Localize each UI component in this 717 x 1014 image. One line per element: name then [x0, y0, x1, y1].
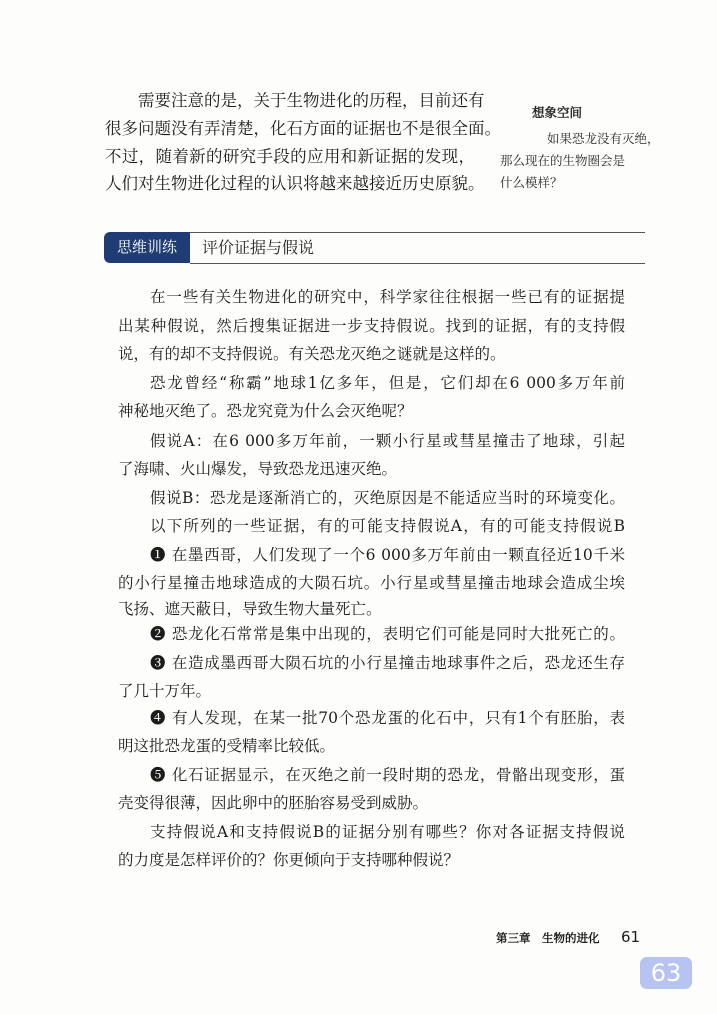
body-line: ❶ 在墨西哥，人们发现了一个6 000多万年前由一颗直径近10千米 — [150, 546, 625, 564]
body-line: 飞扬、遮天蔽日，导致生物大量死亡。 — [118, 600, 382, 618]
body-line: 在一些有关生物进化的研究中，科学家往往根据一些已有的证据提 — [150, 288, 625, 306]
header-bottom-rule — [190, 263, 645, 264]
body-line: ❷ 恐龙化石常常是集中出现的，表明它们可能是同时大批死亡的。 — [150, 625, 625, 643]
body-line: 的小行星撞击地球造成的大陨石坑。小行星或彗星撞击地球会造成尘埃 — [118, 574, 625, 592]
body-line: 假说B：恐龙是逐渐消亡的，灭绝原因是不能适应当时的环境变化。 — [150, 489, 625, 507]
page-badge: 63 — [640, 957, 692, 989]
body-line: 以下所列的一些证据，有的可能支持假说A，有的可能支持假说B — [150, 517, 625, 535]
body-line: 神秘地灭绝了。恐龙究竟为什么会灭绝呢？ — [118, 402, 413, 420]
body-line: ❸ 在造成墨西哥大陨石坑的小行星撞击地球事件之后，恐龙还生存 — [150, 654, 625, 672]
body-line: 的力度是怎样评价的？你更倾向于支持哪种假说？ — [118, 851, 460, 869]
sidebar-line: 那么现在的生物圈会是 — [500, 153, 626, 168]
body-line: 恐龙曾经“称霸”地球1亿多年，但是，它们却在6 000多万年前 — [150, 374, 625, 392]
body-line: 了海啸、火山爆发，导致恐龙迅速灭绝。 — [118, 460, 398, 478]
section-title: 评价证据与假说 — [202, 238, 315, 257]
body-line: 了几十万年。 — [118, 682, 212, 700]
sidebar-line: 什么模样？ — [500, 175, 563, 190]
body-line: 支持假说A和支持假说B的证据分别有哪些？你对各证据支持假说 — [150, 823, 625, 841]
body-line: 假说A：在6 000多万年前，一颗小行星或彗星撞击了地球，引起 — [150, 432, 625, 450]
body-line: 出某种假说，然后搜集证据进一步支持假说。找到的证据，有的支持假 — [118, 317, 625, 335]
intro-line: 很多问题没有弄清楚，化石方面的证据也不是很全面。 — [105, 119, 501, 138]
page-number: 61 — [621, 928, 641, 946]
body-line: 壳变得很薄，因此卵中的胚胎容易受到威胁。 — [118, 794, 429, 812]
body-line: 说，有的却不支持假说。有关恐龙灭绝之谜就是这样的。 — [118, 345, 506, 363]
intro-line: 不过，随着新的研究手段的应用和新证据的发现， — [105, 147, 475, 166]
body-line: 明这批恐龙蛋的受精率比较低。 — [118, 737, 336, 755]
intro-line: 需要注意的是，关于生物进化的历程，目前还有 — [138, 91, 485, 110]
chapter-label: 第三章 生物的进化 — [496, 931, 600, 945]
sidebar-title: 想象空间 — [532, 105, 583, 120]
body-line: ❺ 化石证据显示，在灭绝之前一段时期的恐龙，骨骼出现变形，蛋 — [150, 766, 625, 784]
body-line: ❹ 有人发现，在某一批70个恐龙蛋的化石中，只有1个有胚胎，表 — [150, 709, 625, 727]
sidebar-line: 如果恐龙没有灭绝， — [547, 131, 660, 146]
header-top-rule — [190, 232, 645, 233]
section-tag: 思维训练 — [104, 232, 190, 263]
intro-line: 人们对生物进化过程的认识将越来越接近历史原貌。 — [105, 174, 485, 193]
